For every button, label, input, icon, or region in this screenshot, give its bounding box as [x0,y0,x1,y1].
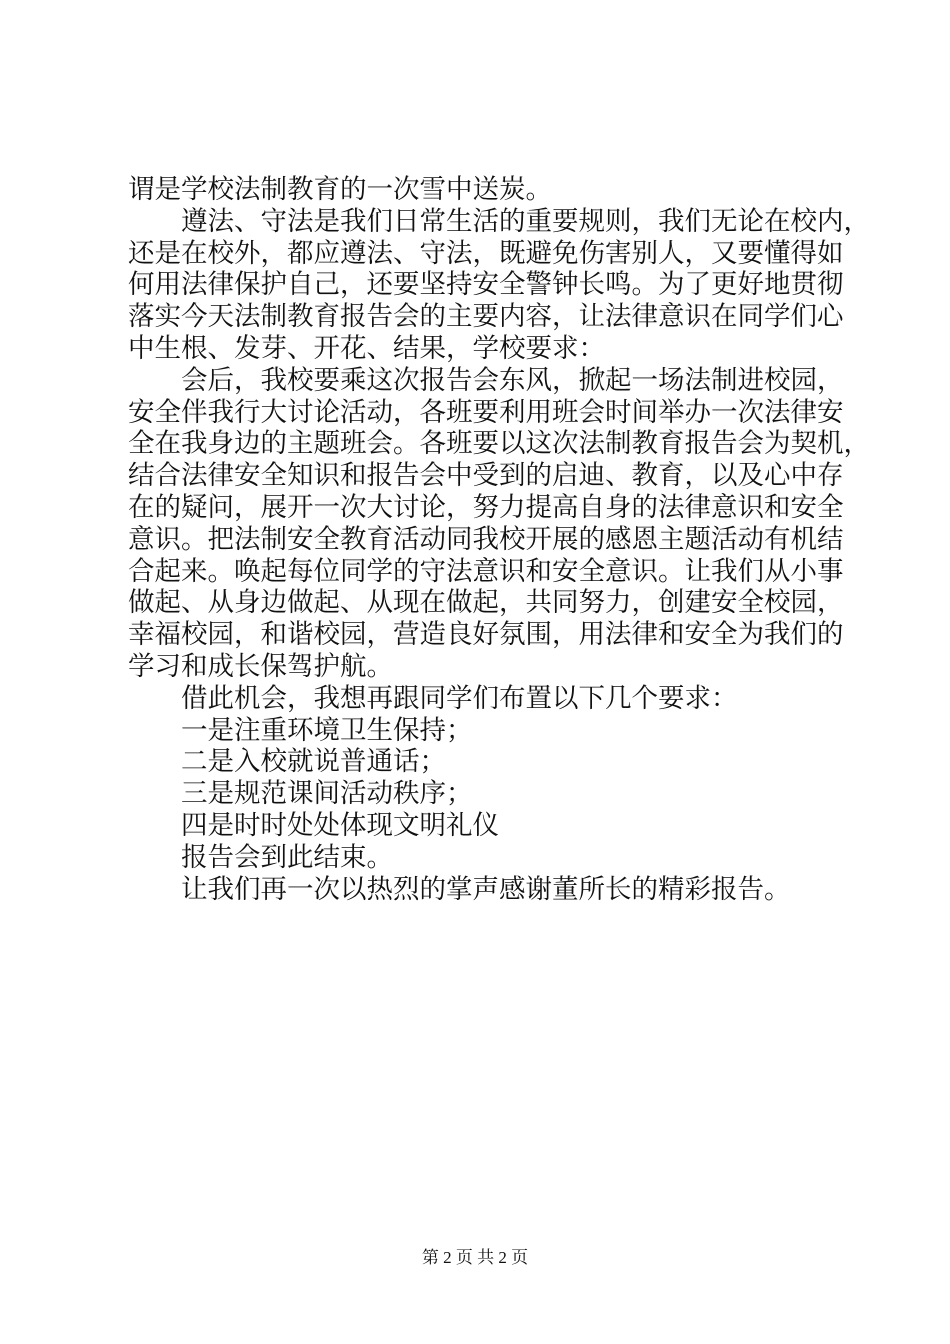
text-line: 安全伴我行大讨论活动，各班要利用班会时间举办一次法律安 [128,396,844,428]
page-number-footer: 第 2 页 共 2 页 [421,1248,529,1267]
text-line: 幸福校园，和谐校园，营造良好氛围，用法律和安全为我们的 [128,619,844,651]
text-line: 在的疑问，展开一次大讨论，努力提高自身的法律意识和安全 [128,491,844,523]
text-line: 四是时时处处体现文明礼仪 [181,809,499,841]
text-line: 会后，我校要乘这次报告会东风，掀起一场法制进校园， [181,364,844,396]
text-line: 意识。把法制安全教育活动同我校开展的感恩主题活动有机结 [128,523,844,555]
text-line: 让我们再一次以热烈的掌声感谢董所长的精彩报告。 [181,873,791,905]
text-line: 合起来。唤起每位同学的守法意识和安全意识。让我们从小事 [128,555,844,587]
text-line: 全在我身边的主题班会。各班要以这次法制教育报告会为契机， [128,428,870,460]
text-line: 三是规范课间活动秩序； [181,778,473,810]
text-line: 一是注重环境卫生保持； [181,714,473,746]
text-line: 报告会到此结束。 [181,841,393,873]
text-line: 谓是学校法制教育的一次雪中送炭。 [128,174,552,205]
document-body [128,174,870,905]
text-line: 借此机会，我想再跟同学们布置以下几个要求： [181,682,738,714]
text-line: 何用法律保护自己，还要坚持安全警钟长鸣。为了更好地贯彻 [128,269,844,301]
text-line: 学习和成长保驾护航。 [128,650,393,682]
text-line: 结合法律安全知识和报告会中受到的启迪、教育，以及心中存 [128,460,844,492]
text-line: 中生根、发芽、开花、结果，学校要求： [128,332,605,364]
text-line: 落实今天法制教育报告会的主要内容，让法律意识在同学们心 [128,301,844,333]
text-line: 做起、从身边做起、从现在做起，共同努力，创建安全校园， [128,587,844,619]
text-line: 遵法、守法是我们日常生活的重要规则，我们无论在校内， [181,205,870,237]
text-line: 二是入校就说普通话； [181,746,446,778]
text-line: 还是在校外，都应遵法、守法，既避免伤害别人，又要懂得如 [128,237,844,269]
